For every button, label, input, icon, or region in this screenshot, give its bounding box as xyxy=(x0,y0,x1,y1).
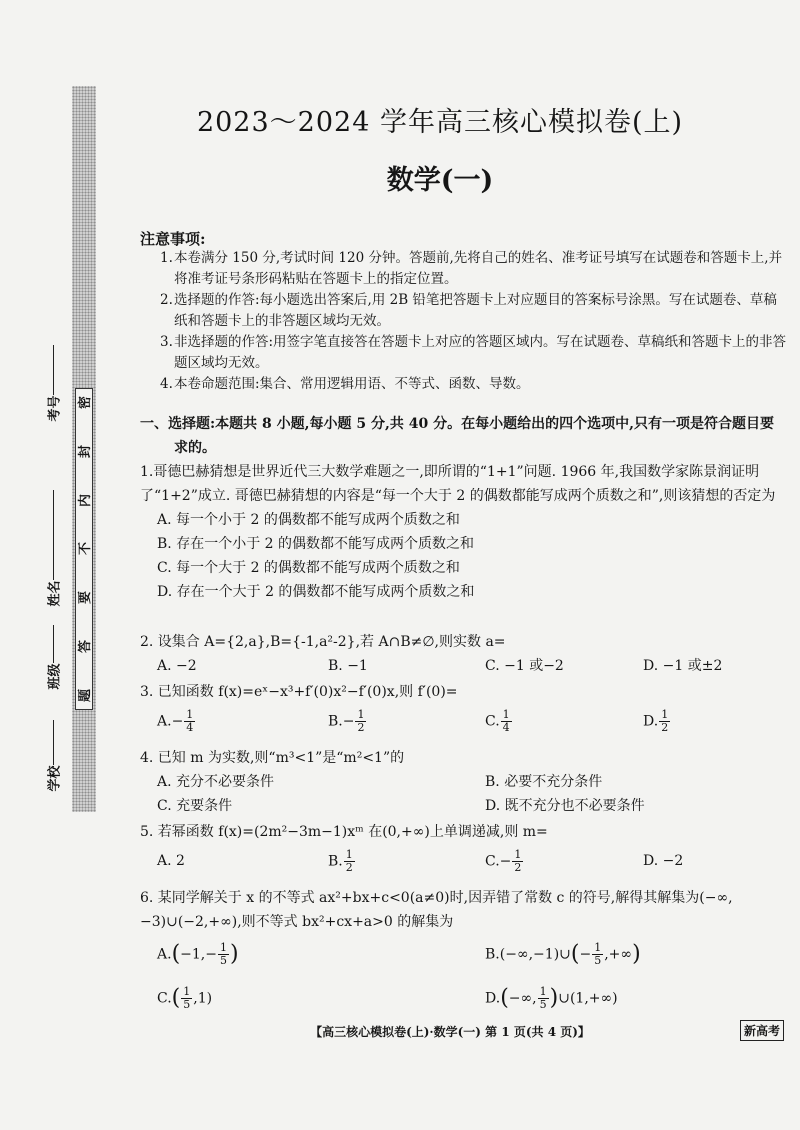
fraction: $\frac{1}{2}$ xyxy=(514,848,522,874)
option-a: A. 2 xyxy=(157,853,185,869)
question-stem: 4. 已知 m 为实数,则“m³<1”是“m²<1”的 xyxy=(140,750,405,766)
option-b: B. 必要不充分条件 xyxy=(485,774,603,790)
field-school xyxy=(40,720,66,792)
option-a: A. −2 xyxy=(157,658,197,674)
notice-item: 4. 本卷命题范围:集合、常用逻辑用语、不等式、函数、导数。 xyxy=(160,376,530,392)
seal-char: 要 xyxy=(78,591,94,605)
exam-title: 2023～2024 学年高三核心模拟卷(上) xyxy=(196,107,684,138)
fraction: $\frac{1}{2}$ xyxy=(345,848,353,874)
option-row xyxy=(140,704,785,738)
field-label: 学校 xyxy=(47,765,63,792)
option-a: A.− $\frac{1}{4}$ xyxy=(157,708,194,734)
option-row xyxy=(140,654,785,678)
option-d: D. $\frac{1}{2}$ xyxy=(643,708,669,734)
fraction: $\frac{1}{2}$ xyxy=(357,708,365,734)
option-b: B.(−∞,−1)∪(− $\frac{1}{5}$ ,+∞) xyxy=(485,941,641,967)
question-5 xyxy=(140,820,785,878)
question-4 xyxy=(140,746,785,818)
option-b: B. −1 xyxy=(328,658,368,674)
section-heading: 一、选择题:本题共 8 小题,每小题 5 分,共 40 分。在每小题给出的四个选项中,只有一项是符合题目要 求的。 xyxy=(140,416,774,456)
fraction: $\frac{1}{5}$ xyxy=(594,941,602,967)
seal-char: 不 xyxy=(78,542,94,556)
option-c: C. 充要条件 xyxy=(157,798,233,814)
question-6 xyxy=(140,886,785,1022)
fraction: $\frac{1}{4}$ xyxy=(186,708,194,734)
option-d: D. −2 xyxy=(643,853,684,869)
option-c: C. −1 或−2 xyxy=(485,658,564,674)
option-row xyxy=(140,844,785,878)
option-a: A. 充分不必要条件 xyxy=(157,774,275,790)
option-c: C. $\frac{1}{4}$ xyxy=(485,708,510,734)
option-c: C.( $\frac{1}{5}$ ,1) xyxy=(157,985,213,1011)
field-label: 姓名 xyxy=(47,580,63,607)
notice-item: 3. 非选择题的作答:用签字笔直接答在答题卡上对应的答题区域内。写在试题卷、草稿纸和答题卡上的非答题区域均无效。 xyxy=(160,334,787,371)
question-1 xyxy=(140,460,785,604)
option-row xyxy=(140,978,785,1022)
fraction: $\frac{1}{4}$ xyxy=(502,708,510,734)
option-d: D. 存在一个大于 2 的偶数都不能写成两个质数之和 xyxy=(157,584,475,600)
seal-char: 答 xyxy=(78,640,94,654)
option-c: C.− $\frac{1}{2}$ xyxy=(485,848,522,874)
option-b: B. $\frac{1}{2}$ xyxy=(328,848,353,874)
seal-char: 题 xyxy=(78,688,94,702)
exam-subtitle: 数学(一) xyxy=(386,165,494,196)
question-stem: 1.哥德巴赫猜想是世界近代三大数学难题之一,即所谓的“1+1”问题. 1966 年,我国数学家陈景润证明了“1+2”成立. 哥德巴赫猜想的内容是“每一个大于 2 的偶数都能写成两个质数之和”,则该猜想的否定为 xyxy=(140,464,776,504)
fraction: $\frac{1}{5}$ xyxy=(219,941,227,967)
seal-notice xyxy=(75,388,93,710)
field-exam-number xyxy=(40,345,66,422)
option-b: B.− $\frac{1}{2}$ xyxy=(328,708,365,734)
question-stem: 6. 某同学解关于 x 的不等式 ax²+bx+c<0(a≠0)时,因弄错了常数 c 的符号,解得其解集为(−∞,−3)∪(−2,+∞),则不等式 bx²+cx+a>0 的解集为 xyxy=(140,890,733,930)
seal-char: 内 xyxy=(78,493,94,507)
page-footer: 【高三核心模拟卷(上)·数学(一) 第 1 页(共 4 页)】 xyxy=(310,1025,590,1039)
question-2 xyxy=(140,630,785,678)
option-c: C. 每一个大于 2 的偶数都不能写成两个质数之和 xyxy=(157,560,460,576)
option-a: A.(−1,− $\frac{1}{5}$ ) xyxy=(157,941,239,967)
field-label: 班级 xyxy=(47,663,63,690)
option-b: B. 存在一个小于 2 的偶数都不能写成两个质数之和 xyxy=(157,536,474,552)
question-stem: 2. 设集合 A={2,a},B={-1,a²-2},若 A∩B≠∅,则实数 a= xyxy=(140,634,506,650)
fraction: $\frac{1}{5}$ xyxy=(539,985,547,1011)
option-d: D. 既不充分也不必要条件 xyxy=(485,798,645,814)
seal-char: 密 xyxy=(78,395,94,410)
notice-list xyxy=(160,248,790,395)
option-d: D.(−∞, $\frac{1}{5}$ )∪(1,+∞) xyxy=(485,985,618,1011)
question-stem: 3. 已知函数 f(x)=eˣ−x³+f′(0)x²−f′(0)x,则 f′(0)= xyxy=(140,684,458,700)
question-stem: 5. 若幂函数 f(x)=(2m²−3m−1)xᵐ 在(0,+∞)上单调递减,则 m= xyxy=(140,824,548,840)
option-row xyxy=(140,934,785,978)
field-class xyxy=(40,625,66,690)
option-d: D. −1 或±2 xyxy=(643,658,723,674)
field-name xyxy=(40,490,66,607)
option-row xyxy=(140,794,785,818)
curriculum-badge: 新高考 xyxy=(740,1020,784,1041)
seal-char: 封 xyxy=(78,444,94,458)
fraction: $\frac{1}{5}$ xyxy=(183,985,191,1011)
notice-item: 1. 本卷满分 150 分,考试时间 120 分钟。答题前,先将自己的姓名、准考证号填写在试题卷和答题卡上,并将准考证号条形码粘贴在答题卡上的指定位置。 xyxy=(160,250,783,287)
fraction: $\frac{1}{2}$ xyxy=(661,708,669,734)
option-a: A. 每一个小于 2 的偶数都不能写成两个质数之和 xyxy=(157,512,460,528)
field-label: 考号 xyxy=(47,395,63,422)
notice-item: 2. 选择题的作答:每小题选出答案后,用 2B 铅笔把答题卡上对应题目的答案标号涂黑。写在试题卷、草稿纸和答题卡上的非答题区域均无效。 xyxy=(160,292,777,329)
option-row xyxy=(140,770,785,794)
notice-heading: 注意事项: xyxy=(140,230,206,248)
question-3 xyxy=(140,680,785,738)
